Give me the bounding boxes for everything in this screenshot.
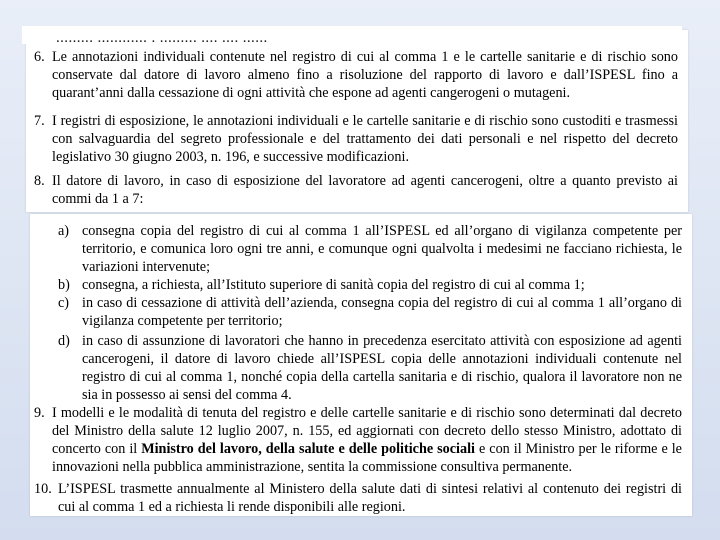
item-7-text: I registri di esposizione, le annotazioni individuali e le cartelle sanitarie e di rischio sono custoditi e trasmessi con salvaguardia del segreto professionale e del trattamento dei dati personali e nel rispetto del decreto legislativo 30 giugno 2003, n. 196, e successive modificazioni. xyxy=(52,113,678,165)
item-9-ministry-name: Ministro del lavoro, della salute e delle politiche sociali xyxy=(141,441,475,457)
subitem-letter: a) xyxy=(58,223,70,239)
item-number: 7. xyxy=(34,113,45,129)
subitem-letter: c) xyxy=(58,295,70,311)
subitem-a-text: consegna copia del registro di cui al comma 1 all’ISPESL ed all’organo di vigilanza competente per territorio, e comunica loro ogni tre anni, e comunque ogni qualvolta i medesimi ne facciano richiesta, le variazioni intervenute; xyxy=(82,223,682,275)
item-9-text-part1: I modelli e le modalità di tenuta del registro e delle cartelle sanitarie e di rischio sono determinati dal decreto del Ministro della salute 12 luglio 2007, n. 155, ed aggiornati con decreto dello stesso Ministro, adottato di concerto con il xyxy=(52,405,682,457)
item-9-text-part2: e con il Ministro per le riforme e le innovazioni nella pubblica amministrazione, sentita la commissione consultiva permanente. xyxy=(52,441,682,475)
subitem-c-text: in caso di cessazione di attività dell’azienda, consegna copia del registro di cui al comma 1 all’organo di vigilanza competente per territorio; xyxy=(82,295,682,329)
item-10-text: L’ISPESL trasmette annualmente al Ministero della salute dati di sintesi relativi al contenuto dei registri di cui al comma 1 ed a richiesta li rende disponibili alle regioni. xyxy=(58,481,682,515)
item-number: 6. xyxy=(34,49,45,65)
item-number: 9. xyxy=(34,405,45,421)
item-8-text: Il datore di lavoro, in caso di esposizione del lavoratore ad agenti cancerogeni, oltre a quanto previsto ai commi da 1 a 7: xyxy=(52,173,678,207)
subitem-letter: b) xyxy=(58,277,70,293)
subitem-b-text: consegna, a richiesta, all’Istituto superiore di sanità copia del registro di cui al comma 1; xyxy=(82,277,585,293)
subitem-d-text: in caso di assunzione di lavoratori che hanno in precedenza esercitato attività con esposizione ad agenti cancerogeni, il datore di lavoro chiede all’ISPESL copia delle annotazioni individuali contenute nel registro di cui al comma 1, nonché copia della cartella sanitaria e di rischio, qualora il lavoratore non ne sia in possesso ai sensi del comma 4. xyxy=(82,333,682,403)
item-6-text: Le annotazioni individuali contenute nel registro di cui al comma 1 e le cartelle sanitarie e di rischio sono conservate dal datore di lavoro almeno fino a risoluzione del rapporto di lavoro e dall’ISPESL fino a quarant’anni dalla cessazione di ogni attività che espone ad agenti cangerogeni o mutageni. xyxy=(52,49,678,101)
item-number: 8. xyxy=(34,173,45,189)
item-number: 10. xyxy=(34,481,52,497)
item-9-text xyxy=(52,404,682,476)
subitem-letter: d) xyxy=(58,333,70,349)
cut-off-text: ......... ............ . ......... .... .... ...... xyxy=(56,30,268,44)
cut-off-top-line xyxy=(22,26,682,44)
